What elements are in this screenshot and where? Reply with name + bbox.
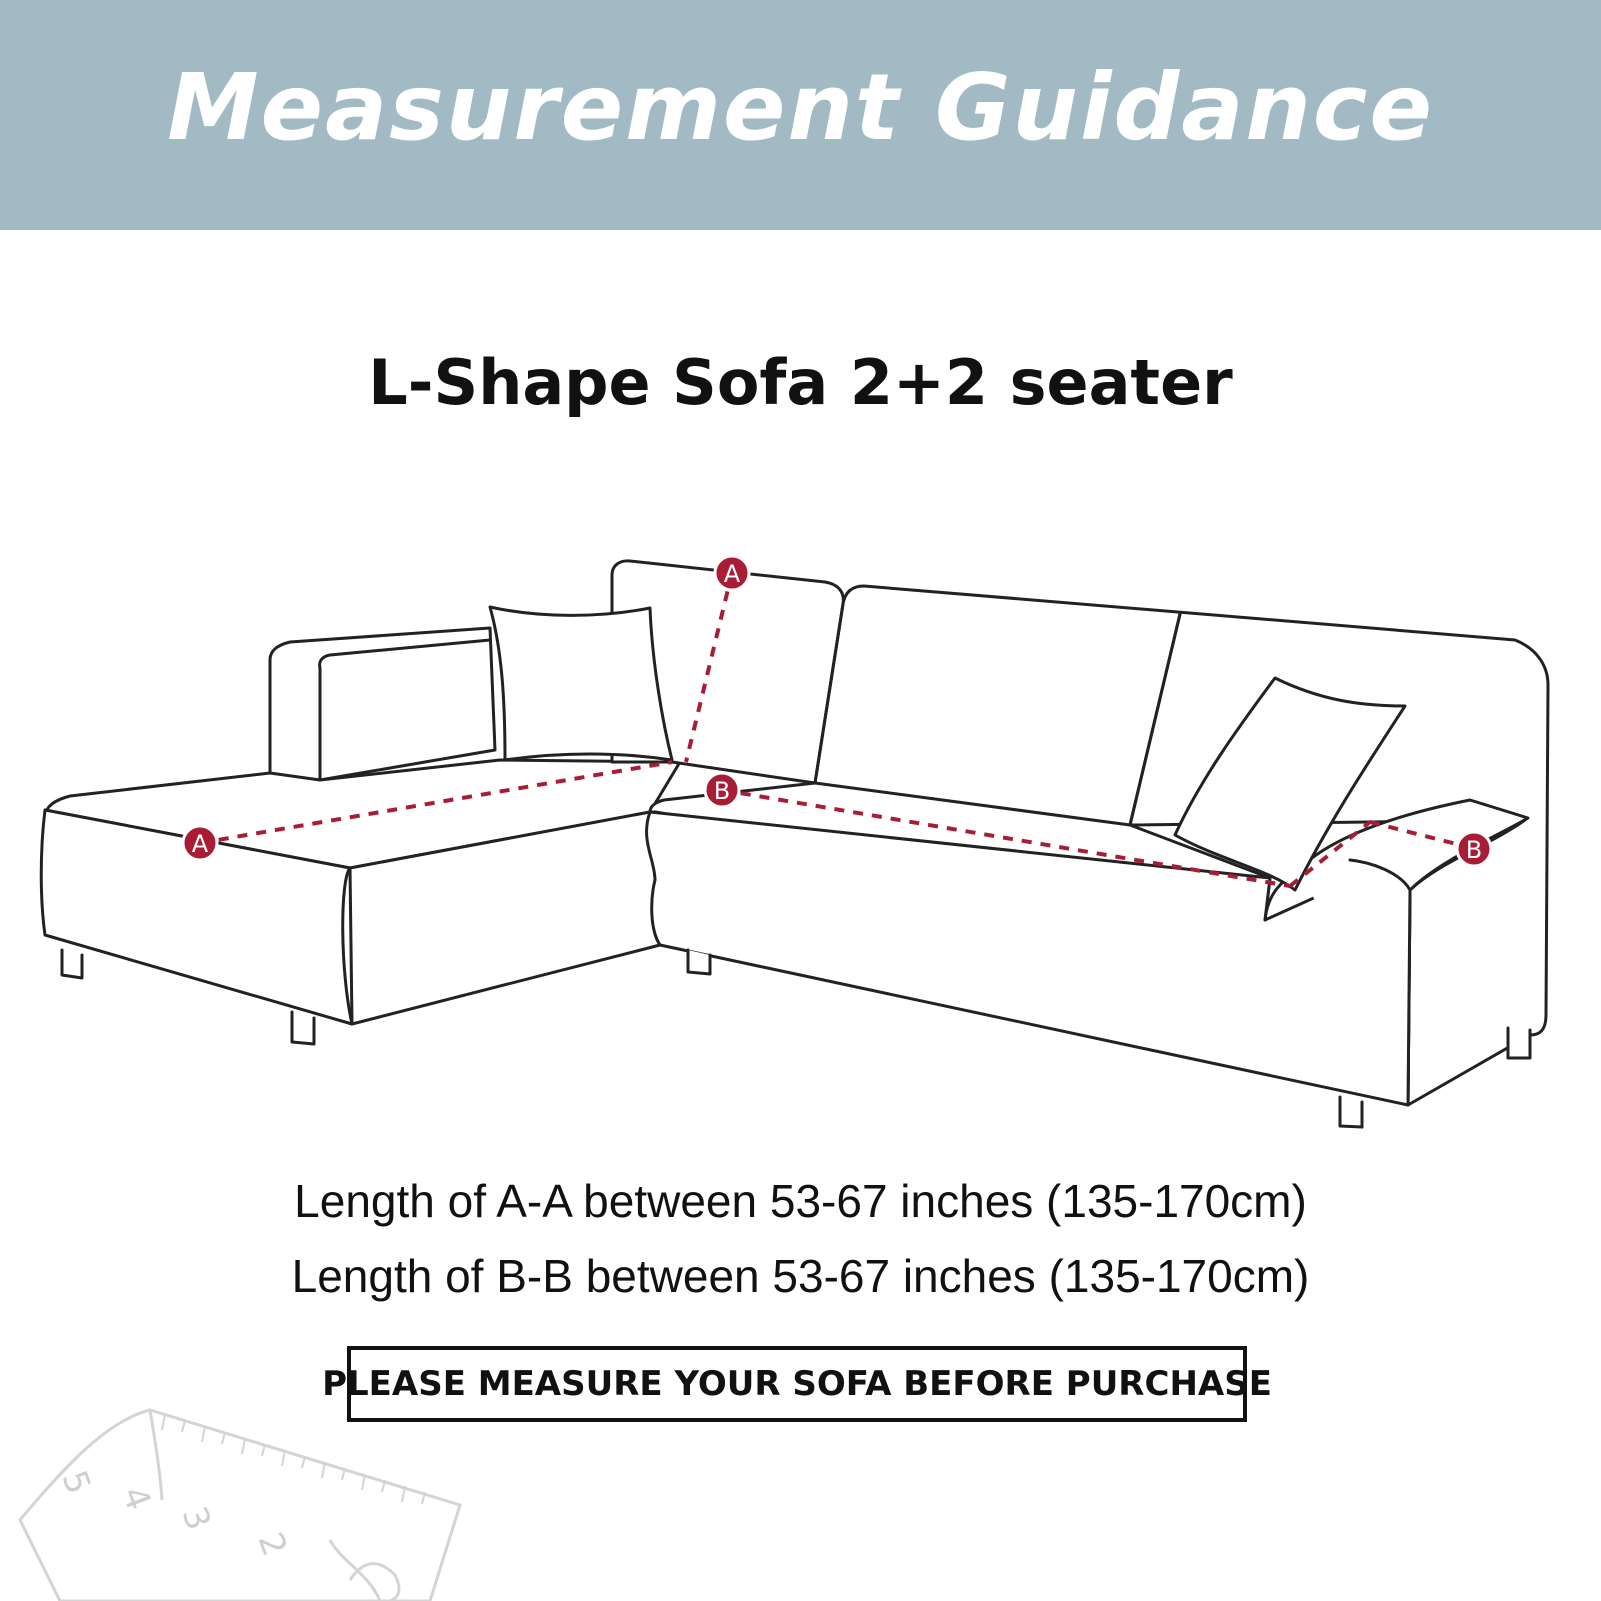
pillow-left xyxy=(490,607,672,760)
measurement-aa-text: Length of A-A between 53-67 inches (135-170cm) xyxy=(294,1175,1307,1227)
tape-number: 5 xyxy=(53,1465,99,1500)
marker-label: A xyxy=(191,830,209,858)
chaise-leg xyxy=(62,950,82,978)
main-leg xyxy=(1508,1028,1530,1058)
page-title: Measurement Guidance xyxy=(167,54,1434,161)
tape-number: 2 xyxy=(249,1527,295,1562)
tape-measure-icon xyxy=(20,1410,460,1601)
marker-label: A xyxy=(723,560,741,588)
notice-text: PLEASE MEASURE YOUR SOFA BEFORE PURCHASE xyxy=(322,1364,1272,1404)
marker-a-left xyxy=(183,826,217,860)
marker-label: B xyxy=(713,777,731,805)
marker-b-right xyxy=(1457,832,1491,866)
chaise-leg xyxy=(292,1012,314,1044)
sofa-title: L-Shape Sofa 2+2 seater xyxy=(368,346,1233,419)
tape-number: 4 xyxy=(113,1481,159,1516)
marker-b-left xyxy=(705,773,739,807)
sofa-outline xyxy=(41,561,1548,1127)
tape-number: 3 xyxy=(173,1501,219,1536)
marker-label: B xyxy=(1465,836,1483,864)
main-leg xyxy=(1340,1097,1362,1127)
measurement-bb-text: Length of B-B between 53-67 inches (135-170cm) xyxy=(291,1250,1310,1302)
marker-a-top xyxy=(715,556,749,590)
notice-box xyxy=(322,1346,1272,1422)
